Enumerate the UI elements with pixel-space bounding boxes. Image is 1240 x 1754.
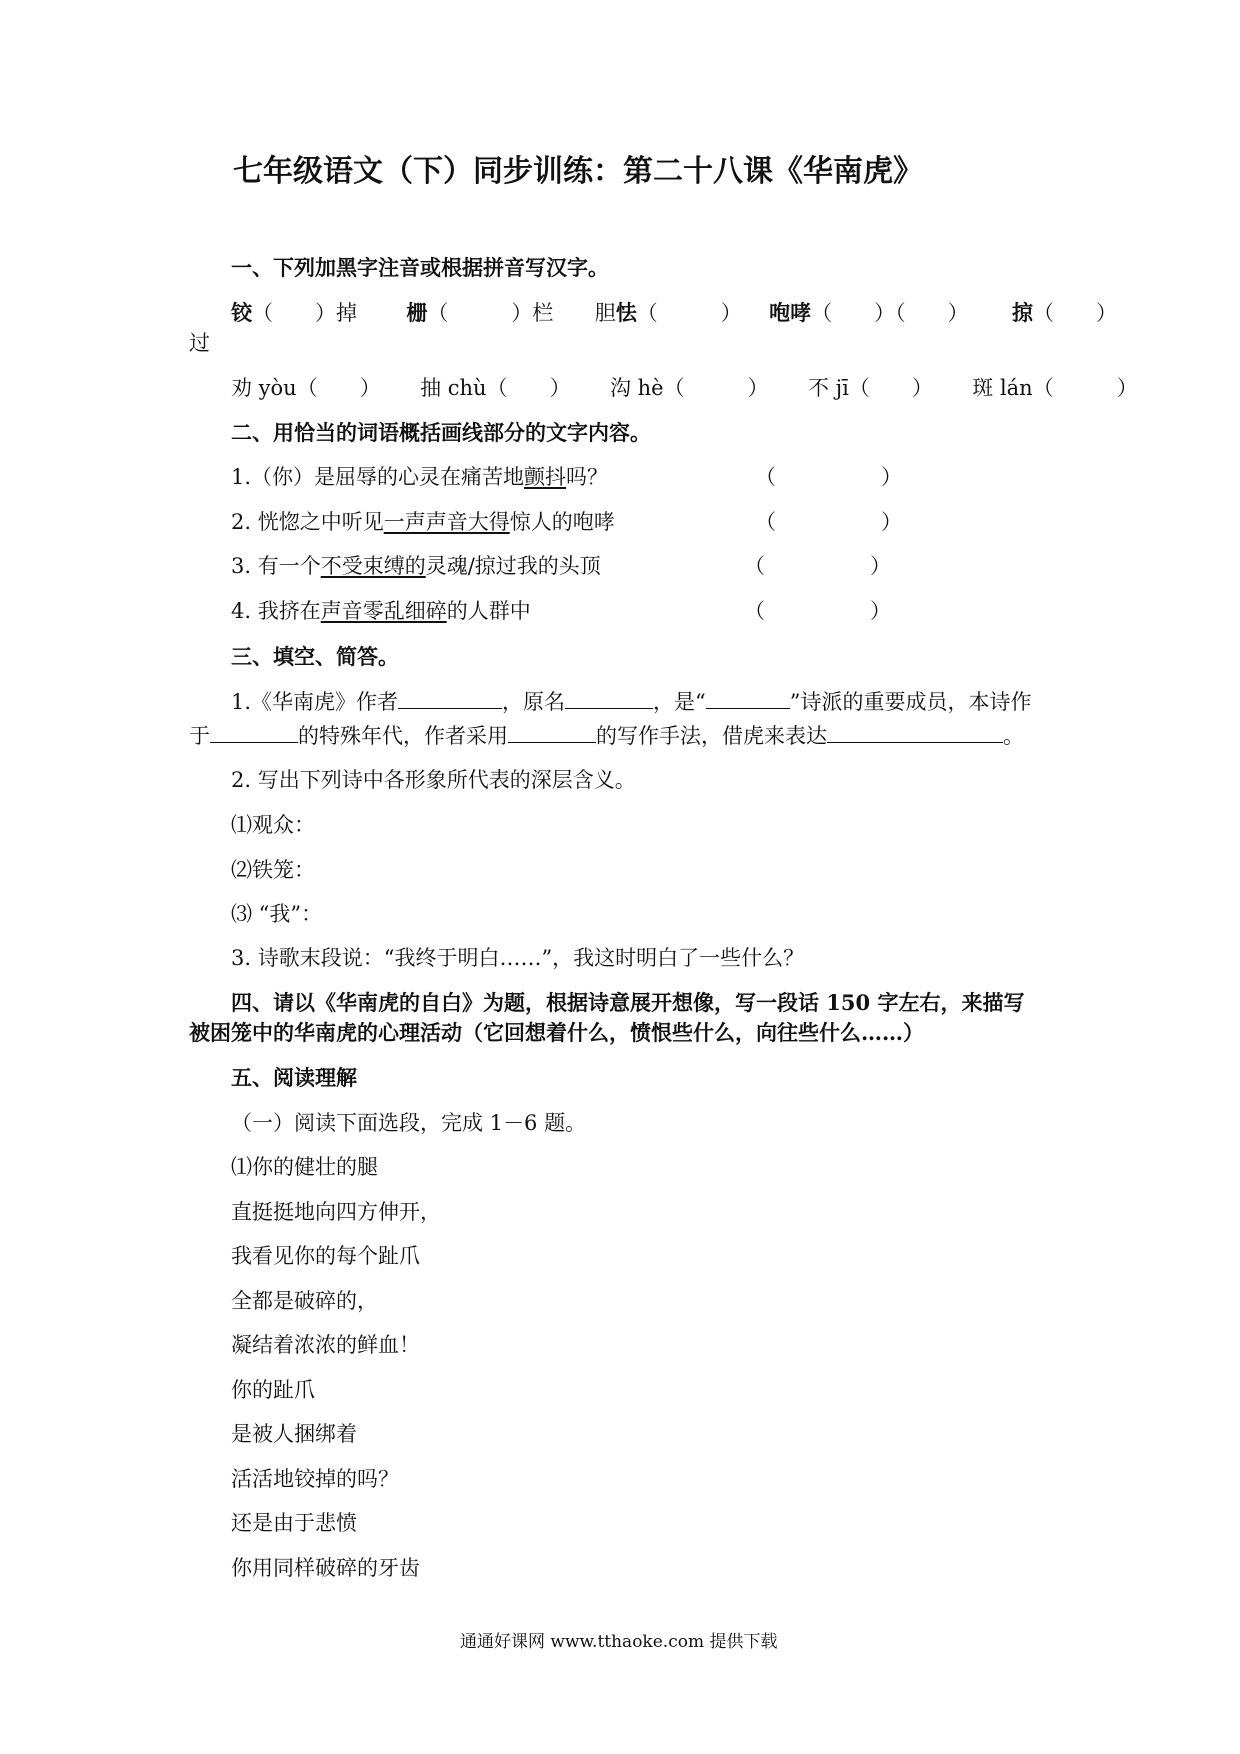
underlined-text: 不受束缚的 <box>320 554 426 578</box>
bold-char: 咆哮 <box>769 300 812 325</box>
question-text: 。 <box>1003 724 1024 748</box>
pinyin-row-1 <box>231 298 1117 328</box>
poem-line: 我看见你的每个趾爪 <box>231 1244 420 1268</box>
bold-char: 怯 <box>615 300 637 325</box>
poem-line: 是被人捆绑着 <box>231 1422 357 1446</box>
fill-blank <box>398 688 502 709</box>
section2-item-3 <box>231 551 601 581</box>
answer-paren: （ ） <box>755 465 902 489</box>
pinyin-item: 劝 yòu（ ） <box>231 376 381 400</box>
pinyin-item: 不 jī（ ） <box>807 376 933 400</box>
question-text: ”诗派的重要成员，本诗作 <box>789 690 1032 714</box>
fill-question-1-cont <box>189 721 1024 751</box>
section4-line-2: 被困笼中的华南虎的心理活动（它回想着什么，愤恨些什么，向往些什么……） <box>189 1020 924 1045</box>
poem-line: 全都是破碎的， <box>231 1289 378 1313</box>
fill-blank <box>210 722 298 743</box>
section2-item-4 <box>231 596 531 626</box>
question-text: ，原名 <box>502 690 566 714</box>
item-text: 吗？ <box>566 465 609 489</box>
answer-paren: （ ） <box>744 599 891 623</box>
question-text: 的写作手法，借虎来表达 <box>596 724 827 748</box>
fill-blank <box>508 722 596 743</box>
question-3: 3. 诗歌末段说：“我终于明白……”，我这时明白了一些什么？ <box>231 946 805 970</box>
bold-char: 栅 <box>406 300 428 325</box>
pinyin-item: 沟 hè（ ） <box>609 376 769 400</box>
question-text: 的特殊年代，作者采用 <box>298 724 508 748</box>
answer-paren: （ ） <box>744 554 891 578</box>
section1-heading: 一、下列加黑字注音或根据拼音写汉字。 <box>231 255 609 280</box>
section5-subheading: （一）阅读下面选段，完成 1－6 题。 <box>231 1111 587 1135</box>
fill-blank <box>827 722 1003 743</box>
underlined-text: 一声声音大得 <box>383 510 510 534</box>
item-text: 1.（你）是屈辱的心灵在痛苦地 <box>231 465 525 489</box>
underlined-text: 颤抖 <box>524 465 567 489</box>
section2-item-2 <box>231 507 615 537</box>
question-2-b: ⑵铁笼： <box>231 858 315 882</box>
item-text: 的人群中 <box>446 599 531 623</box>
poem-line: ⑴你的健壮的腿 <box>231 1155 378 1179</box>
item-text: 4. 我挤在 <box>231 599 321 623</box>
underlined-text: 声音零乱细碎 <box>320 599 447 623</box>
pinyin-row-1-wrap: 过 <box>189 331 210 355</box>
bold-char: 掠 <box>1012 300 1033 325</box>
poem-line: 你用同样破碎的牙齿 <box>231 1556 420 1580</box>
question-text: ，是“ <box>653 690 706 714</box>
question-text: 1.《华南虎》作者 <box>231 690 399 714</box>
question-text: 于 <box>189 724 210 748</box>
question-2-c: ⑶ “我”： <box>231 902 323 926</box>
poem-line: 还是由于悲愤 <box>231 1511 357 1535</box>
section5-heading: 五、阅读理解 <box>231 1065 357 1090</box>
plain-char: 胆 <box>594 301 616 325</box>
blank-paren: （ ） <box>1033 301 1117 325</box>
section2-item-1 <box>231 462 608 492</box>
section2-heading: 二、用恰当的词语概括画线部分的文字内容。 <box>231 420 651 445</box>
page-title: 七年级语文（下）同步训练：第二十八课《华南虎》 <box>233 154 923 189</box>
blank-paren: （ ）（ ） <box>811 301 969 325</box>
blank-paren: （ ）掉 <box>252 301 357 325</box>
question-2-a: ⑴观众： <box>231 813 315 837</box>
question-2: 2. 写出下列诗中各形象所代表的深层含义。 <box>231 768 636 792</box>
bold-char: 铰 <box>231 300 252 325</box>
item-text: 2. 恍惚之中听见 <box>231 510 384 534</box>
item-text: 3. 有一个 <box>231 554 321 578</box>
pinyin-row-2 <box>231 373 1138 403</box>
poem-line: 直挺挺地向四方伸开， <box>231 1200 441 1224</box>
section4-line-1: 四、请以《华南虎的自白》为题，根据诗意展开想像，写一段话 150 字左右，来描写 <box>231 990 1025 1015</box>
blank-paren: （ ）栏 <box>427 301 554 325</box>
poem-line: 凝结着浓浓的鲜血！ <box>231 1333 420 1357</box>
answer-paren: （ ） <box>755 510 902 534</box>
fill-blank <box>706 688 790 709</box>
blank-paren: （ ） <box>636 301 742 325</box>
section3-heading: 三、填空、简答。 <box>231 644 399 669</box>
item-text: 惊人的咆哮 <box>509 510 615 534</box>
pinyin-item: 斑 lán（ ） <box>972 376 1138 400</box>
item-text: 灵魂/掠过我的头顶 <box>425 554 601 578</box>
fill-blank <box>565 688 653 709</box>
fill-question-1 <box>231 687 1032 717</box>
poem-line: 你的趾爪 <box>231 1378 315 1402</box>
pinyin-item: 抽 chù（ ） <box>420 376 571 400</box>
poem-line: 活活地铰掉的吗？ <box>231 1467 399 1491</box>
page-footer: 通通好课网 www.tthaoke.com 提供下载 <box>460 1632 778 1652</box>
